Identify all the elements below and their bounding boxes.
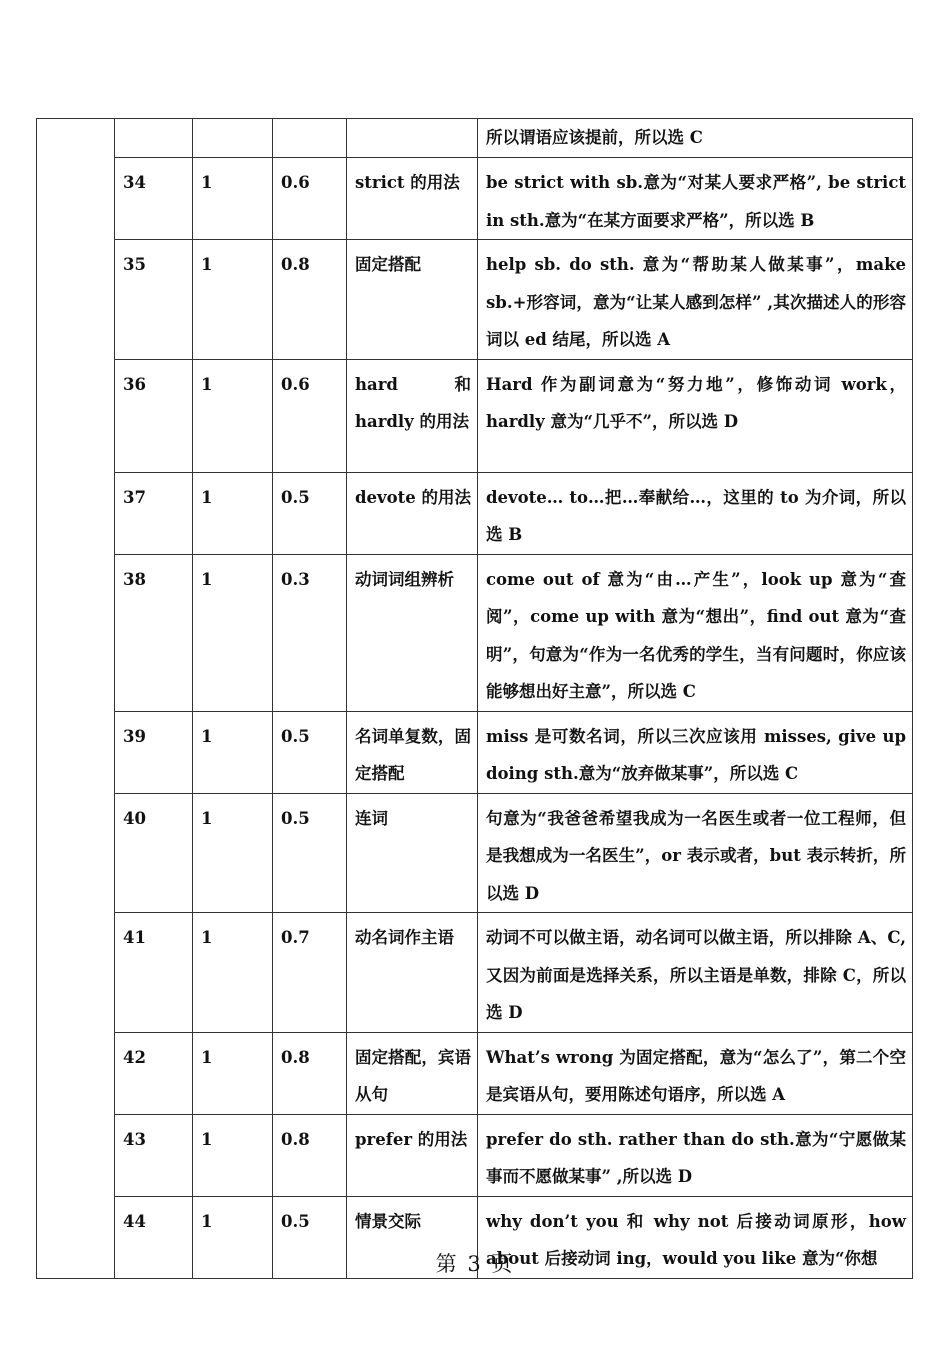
difficulty-cell: 0.6	[273, 158, 347, 240]
question-number: 42	[115, 1032, 193, 1114]
score-cell: 1	[193, 1114, 273, 1196]
answer-analysis-table	[36, 118, 913, 1279]
difficulty-cell	[273, 119, 347, 158]
analysis-cell: be strict with sb.意为“对某人要求严格”, be strict in sth.意为“在某方面要求严格”，所以选 B	[478, 158, 913, 240]
difficulty-cell: 0.8	[273, 1114, 347, 1196]
score-cell: 1	[193, 793, 273, 913]
analysis-cell: why don’t you 和 why not 后接动词原形，how about 后接动词 ing，would you like 意为“你想	[478, 1196, 913, 1278]
analysis-cell: Hard 作为副词意为“努力地”，修饰动词 work，hardly 意为“几乎不”，所以选 D	[478, 359, 913, 472]
score-cell: 1	[193, 554, 273, 711]
analysis-cell: prefer do sth. rather than do sth.意为“宁愿做某事而不愿做某事” ,所以选 D	[478, 1114, 913, 1196]
table-row	[37, 359, 913, 472]
question-number: 38	[115, 554, 193, 711]
knowledge-point-cell: strict 的用法	[347, 158, 478, 240]
score-cell	[193, 119, 273, 158]
score-cell: 1	[193, 359, 273, 472]
analysis-cell: 所以谓语应该提前，所以选 C	[478, 119, 913, 158]
analysis-cell: 句意为“我爸爸希望我成为一名医生或者一位工程师，但是我想成为一名医生”，or 表示或者，but 表示转折，所以选 D	[478, 793, 913, 913]
analysis-cell: help sb. do sth. 意为“帮助某人做某事”，make sb.+形容词，意为“让某人感到怎样” ,其次描述人的形容词以 ed 结尾，所以选 A	[478, 240, 913, 360]
difficulty-cell: 0.7	[273, 913, 347, 1033]
difficulty-cell: 0.5	[273, 1196, 347, 1278]
question-number: 44	[115, 1196, 193, 1278]
analysis-cell: devote… to…把…奉献给…，这里的 to 为介词，所以选 B	[478, 472, 913, 554]
knowledge-point-cell: hard 和 hardly 的用法	[347, 359, 478, 472]
score-cell: 1	[193, 1196, 273, 1278]
knowledge-point-cell: 名词单复数，固定搭配	[347, 711, 478, 793]
table-row	[37, 1114, 913, 1196]
score-cell: 1	[193, 1032, 273, 1114]
table-row	[37, 793, 913, 913]
table-row	[37, 711, 913, 793]
score-cell: 1	[193, 472, 273, 554]
table-row	[37, 913, 913, 1033]
analysis-cell: come out of 意为“由…产生”，look up 意为“查阅”，come up with 意为“想出”，find out 意为“查明”，句意为“作为一名优秀的学生，当有问题时，你应该能够想出好主意”，所以选 C	[478, 554, 913, 711]
table-row	[37, 1032, 913, 1114]
question-number: 40	[115, 793, 193, 913]
question-number: 37	[115, 472, 193, 554]
analysis-cell: What’s wrong 为固定搭配，意为“怎么了”，第二个空是宾语从句，要用陈述句语序，所以选 A	[478, 1032, 913, 1114]
knowledge-point-cell: 固定搭配	[347, 240, 478, 360]
question-number: 41	[115, 913, 193, 1033]
knowledge-point-cell: 情景交际	[347, 1196, 478, 1278]
table-row	[37, 158, 913, 240]
question-number: 34	[115, 158, 193, 240]
knowledge-point-cell: 固定搭配，宾语从句	[347, 1032, 478, 1114]
difficulty-cell: 0.5	[273, 793, 347, 913]
knowledge-point-cell: 动名词作主语	[347, 913, 478, 1033]
score-cell: 1	[193, 240, 273, 360]
score-cell: 1	[193, 711, 273, 793]
difficulty-cell: 0.5	[273, 711, 347, 793]
question-number: 39	[115, 711, 193, 793]
score-cell: 1	[193, 158, 273, 240]
difficulty-cell: 0.8	[273, 240, 347, 360]
question-number: 35	[115, 240, 193, 360]
knowledge-point-cell	[347, 119, 478, 158]
table-row	[37, 119, 913, 158]
difficulty-cell: 0.6	[273, 359, 347, 472]
analysis-cell: 动词不可以做主语，动名词可以做主语，所以排除 A、C,又因为前面是选择关系，所以主语是单数，排除 C，所以选 D	[478, 913, 913, 1033]
difficulty-cell: 0.8	[273, 1032, 347, 1114]
difficulty-cell: 0.5	[273, 472, 347, 554]
knowledge-point-cell: 动词词组辨析	[347, 554, 478, 711]
difficulty-cell: 0.3	[273, 554, 347, 711]
page-number-footer: 第 3 页	[435, 1252, 515, 1276]
analysis-cell: miss 是可数名词，所以三次应该用 misses, give up doing sth.意为“放弃做某事”，所以选 C	[478, 711, 913, 793]
question-number	[115, 119, 193, 158]
question-number: 43	[115, 1114, 193, 1196]
knowledge-point-cell: prefer 的用法	[347, 1114, 478, 1196]
question-number: 36	[115, 359, 193, 472]
knowledge-point-cell: devote 的用法	[347, 472, 478, 554]
table-row	[37, 554, 913, 711]
table-row	[37, 472, 913, 554]
knowledge-point-cell: 连词	[347, 793, 478, 913]
merged-section-cell	[37, 119, 115, 1279]
score-cell: 1	[193, 913, 273, 1033]
table-row	[37, 240, 913, 360]
